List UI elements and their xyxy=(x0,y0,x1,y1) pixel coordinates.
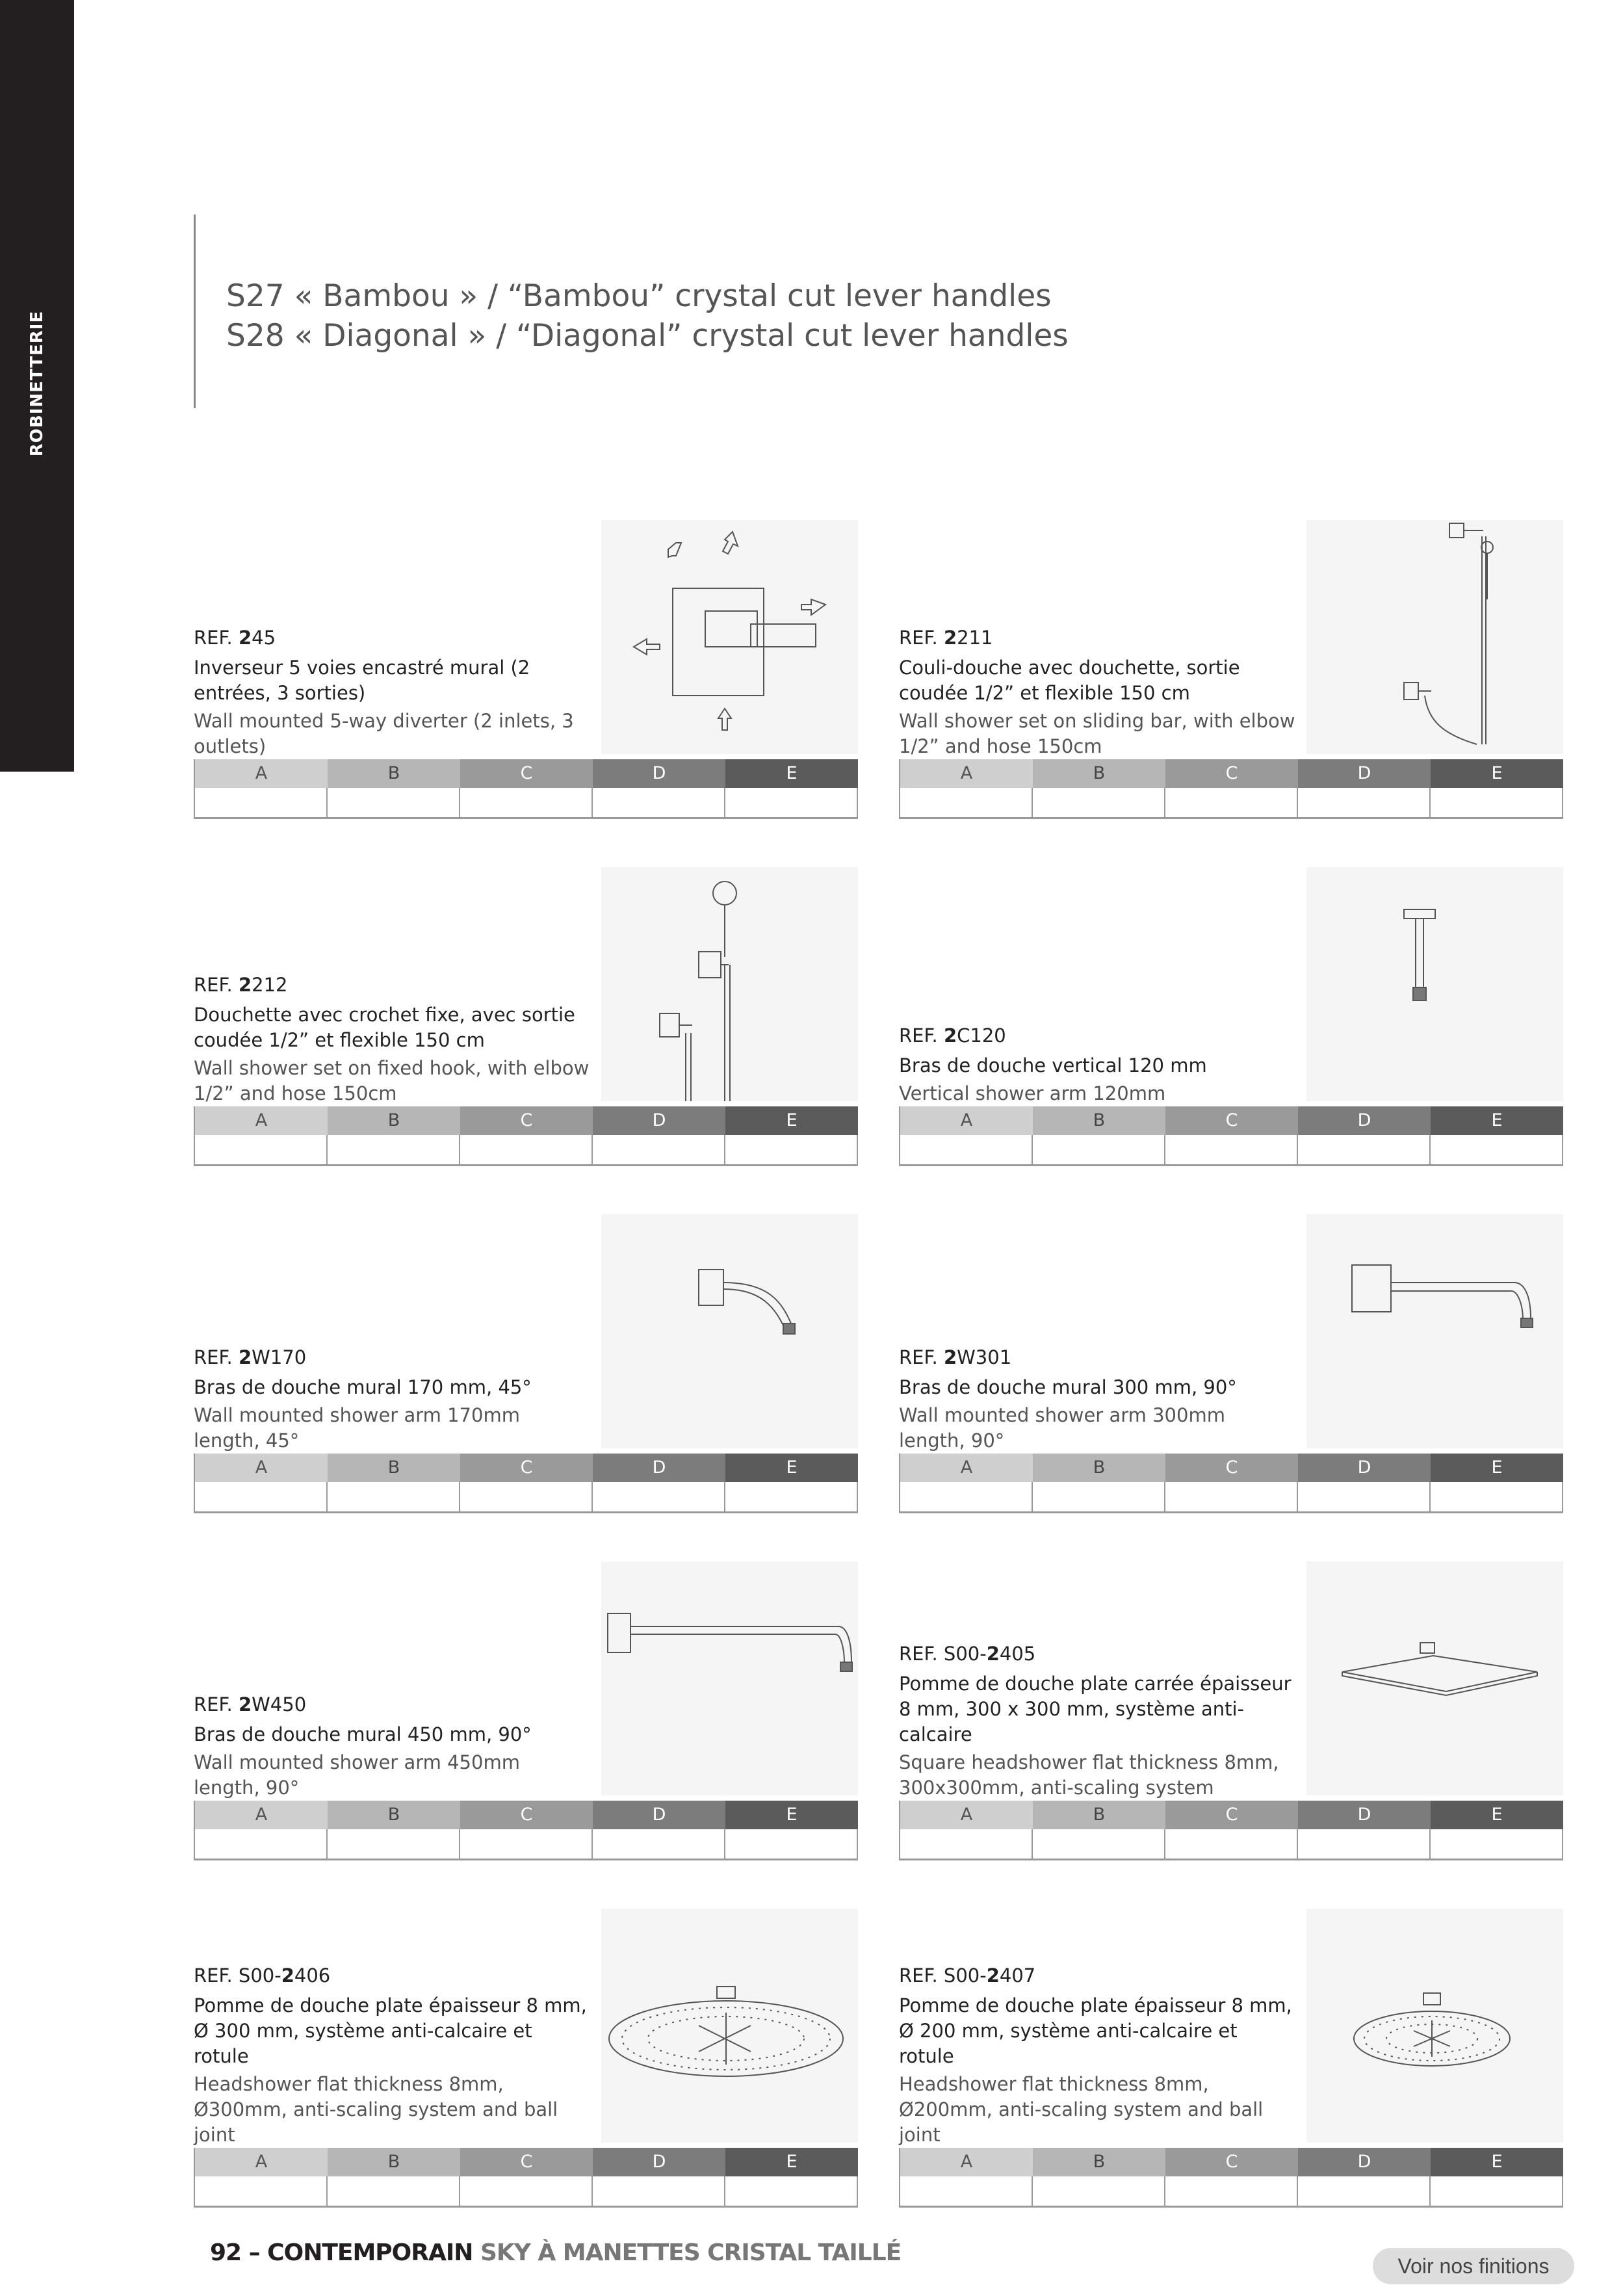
wall-arm-300-icon xyxy=(1306,1214,1563,1448)
footer-collection: SKY xyxy=(480,2239,530,2266)
product-desc-en: Headshower flat thickness 8mm, Ø200mm, anti-scaling system and ball joint xyxy=(899,2073,1264,2146)
title-line-2: S28 « Diagonal » / “Diagonal” crystal cut lever handles xyxy=(226,318,1069,354)
page-title xyxy=(226,276,1069,356)
product-desc-fr: Douchette avec crochet fixe, avec sortie coudée 1/2” et flexible 150 cm xyxy=(194,1004,575,1051)
finish-table: A B C D E xyxy=(194,759,858,819)
product-desc-en: Vertical shower arm 120mm xyxy=(899,1082,1166,1104)
finish-table: A B C D E xyxy=(899,759,1563,819)
vertical-arm-icon xyxy=(1306,867,1563,1101)
finish-table: A B C D E xyxy=(194,1801,858,1860)
product-ref: REF. S00-2407 xyxy=(899,1964,1036,1987)
product-desc-en: Wall mounted 5-way diverter (2 inlets, 3 outlets) xyxy=(194,710,574,757)
product-desc-fr: Pomme de douche plate épaisseur 8 mm, Ø 200 mm, système anti-calcaire et rotule xyxy=(899,1994,1292,2067)
product-card xyxy=(899,1909,1563,2208)
product-card xyxy=(194,1561,858,1860)
product-desc-fr: Bras de douche mural 170 mm, 45° xyxy=(194,1376,532,1398)
product-desc-en: Wall shower set on fixed hook, with elbow 1/2” and hose 150cm xyxy=(194,1057,590,1104)
product-ref: REF. 2212 xyxy=(194,974,288,996)
diverter-icon xyxy=(601,520,858,754)
product-ref: REF. 2211 xyxy=(899,627,993,649)
product-desc-en: Headshower flat thickness 8mm, Ø300mm, anti-scaling system and ball joint xyxy=(194,2073,558,2146)
footer xyxy=(210,2239,901,2266)
square-headshower-icon xyxy=(1306,1561,1563,1795)
product-card xyxy=(899,1214,1563,1513)
finish-table: A B C D E xyxy=(194,1454,858,1513)
product-card xyxy=(899,520,1563,819)
footer-subtitle: À MANETTES CRISTAL TAILLÉ xyxy=(538,2239,902,2266)
product-desc-fr: Couli-douche avec douchette, sortie coudée 1/2” et flexible 150 cm xyxy=(899,657,1240,704)
wall-arm-170-icon xyxy=(601,1214,858,1448)
product-desc-en: Wall mounted shower arm 300mm length, 90° xyxy=(899,1404,1225,1452)
product-ref: REF. 245 xyxy=(194,627,276,649)
product-ref: REF. 2W301 xyxy=(899,1346,1012,1368)
finish-table: A B C D E xyxy=(899,1454,1563,1513)
product-desc-fr: Bras de douche vertical 120 mm xyxy=(899,1054,1207,1076)
product-desc-en: Square headshower flat thickness 8mm, 300x300mm, anti-scaling system xyxy=(899,1751,1279,1799)
product-desc-en: Wall mounted shower arm 170mm length, 45° xyxy=(194,1404,520,1452)
product-card xyxy=(194,1909,858,2208)
round-headshower-200-icon xyxy=(1306,1909,1563,2143)
product-ref: REF. S00-2406 xyxy=(194,1964,331,1987)
product-desc-fr: Inverseur 5 voies encastré mural (2 entrées, 3 sorties) xyxy=(194,657,530,704)
footer-page: 92 – CONTEMPORAIN xyxy=(210,2239,473,2266)
header-rule xyxy=(194,215,196,408)
round-headshower-300-icon xyxy=(601,1909,858,2143)
product-card xyxy=(194,520,858,819)
product-desc-en: Wall shower set on sliding bar, with elbow 1/2” and hose 150cm xyxy=(899,710,1295,757)
product-ref: REF. 2W450 xyxy=(194,1693,307,1715)
finish-table: A B C D E xyxy=(899,2148,1563,2208)
side-tab xyxy=(0,0,74,772)
finish-table: A B C D E xyxy=(899,1106,1563,1166)
product-desc-fr: Bras de douche mural 450 mm, 90° xyxy=(194,1723,532,1745)
product-desc-fr: Bras de douche mural 300 mm, 90° xyxy=(899,1376,1237,1398)
product-card xyxy=(899,867,1563,1166)
product-ref: REF. S00-2405 xyxy=(899,1643,1036,1665)
product-ref: REF. 2C120 xyxy=(899,1024,1006,1047)
finish-table: A B C D E xyxy=(194,1106,858,1166)
product-card xyxy=(194,1214,858,1513)
product-card xyxy=(899,1561,1563,1860)
wall-arm-450-icon xyxy=(601,1561,858,1795)
see-finishes-button[interactable]: Voir nos finitions xyxy=(1373,2248,1574,2284)
title-line-1: S27 « Bambou » / “Bambou” crystal cut lever handles xyxy=(226,278,1052,314)
product-desc-fr: Pomme de douche plate carrée épaisseur 8 mm, 300 x 300 mm, système anti-calcaire xyxy=(899,1673,1292,1745)
finish-table: A B C D E xyxy=(899,1801,1563,1860)
sliding-bar-icon xyxy=(1306,520,1563,754)
product-desc-en: Wall mounted shower arm 450mm length, 90° xyxy=(194,1751,520,1799)
product-card xyxy=(194,867,858,1166)
product-desc-fr: Pomme de douche plate épaisseur 8 mm, Ø 300 mm, système anti-calcaire et rotule xyxy=(194,1994,587,2067)
finish-table: A B C D E xyxy=(194,2148,858,2208)
fixed-hook-icon xyxy=(601,867,858,1101)
side-tab-label: ROBINETTERIE xyxy=(27,310,47,457)
product-ref: REF. 2W170 xyxy=(194,1346,307,1368)
